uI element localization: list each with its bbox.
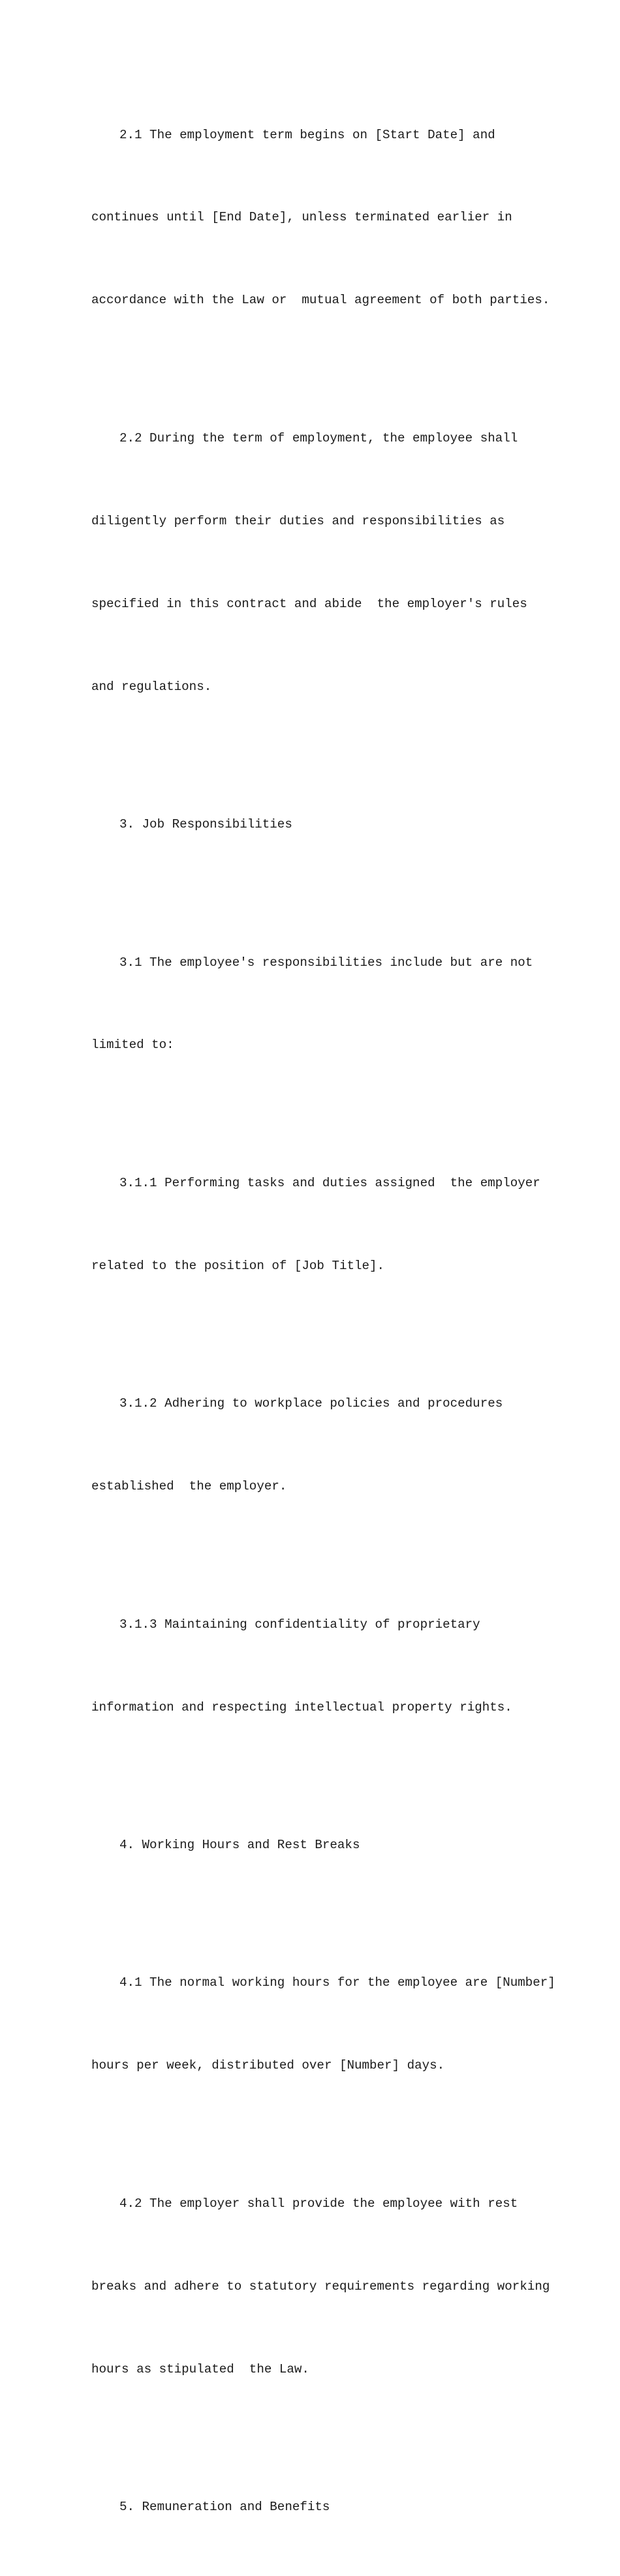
paragraph-2-1 — [91, 66, 550, 369]
paragraph-line: accordance with the Law or mutual agreement of both parties. — [91, 293, 550, 308]
paragraph-line: 3.1 The employee's responsibilities include but are not — [119, 955, 533, 970]
section-heading-text: 5. Remuneration and Benefits — [119, 2500, 330, 2515]
paragraph-4-1 — [91, 1914, 555, 2134]
section-heading-text: 3. Job Responsibilities — [119, 817, 292, 832]
paragraph-line: hours per week, distributed over [Number] days. — [91, 2058, 445, 2073]
paragraph-line: diligently perform their duties and responsibilities as — [91, 513, 505, 528]
section-heading-text: 4. Working Hours and Rest Breaks — [119, 1838, 360, 1852]
paragraph-line: 3.1.1 Performing tasks and duties assigned the employer — [119, 1175, 540, 1190]
paragraph-line: 2.1 The employment term begins on [Start Date] and — [119, 127, 495, 142]
paragraph-4-2 — [91, 2134, 550, 2438]
paragraph-line: 4.1 The normal working hours for the employee are [Number] — [119, 1975, 555, 1990]
paragraph-line: hours as stipulated the Law. — [91, 2361, 309, 2376]
paragraph-line: limited to: — [91, 1038, 174, 1053]
paragraph-line: 3.1.2 Adhering to workplace policies and procedures — [119, 1396, 503, 1411]
paragraph-line: established the employer. — [91, 1479, 287, 1494]
paragraph-line: related to the position of [Job Title]. — [91, 1258, 385, 1273]
paragraph-3-1-1 — [91, 1114, 542, 1334]
section-heading-4 — [91, 1776, 542, 1913]
paragraph-3-1-2 — [91, 1335, 542, 1555]
paragraph-line: 4.2 The employer shall provide the employee with rest — [119, 2196, 518, 2211]
paragraph-line: continues until [End Date], unless terminated earlier in — [91, 210, 512, 225]
paragraph-line: 2.2 During the term of employment, the employee shall — [119, 430, 518, 445]
document-body — [91, 66, 555, 2576]
paragraph-line: breaks and adhere to statutory requirements regarding working — [91, 2279, 550, 2294]
paragraph-line: information and respecting intellectual property rights. — [91, 1700, 512, 1715]
paragraph-line: and regulations. — [91, 679, 212, 694]
section-heading-3 — [91, 755, 542, 893]
paragraph-2-2 — [91, 369, 542, 755]
paragraph-line: specified in this contract and abide the employer's rules — [91, 596, 527, 611]
paragraph-line: 3.1.3 Maintaining confidentiality of proprietary — [119, 1617, 480, 1632]
paragraph-3-1-3 — [91, 1555, 542, 1776]
paragraph-3-1 — [91, 893, 542, 1114]
section-heading-5 — [91, 2438, 542, 2576]
